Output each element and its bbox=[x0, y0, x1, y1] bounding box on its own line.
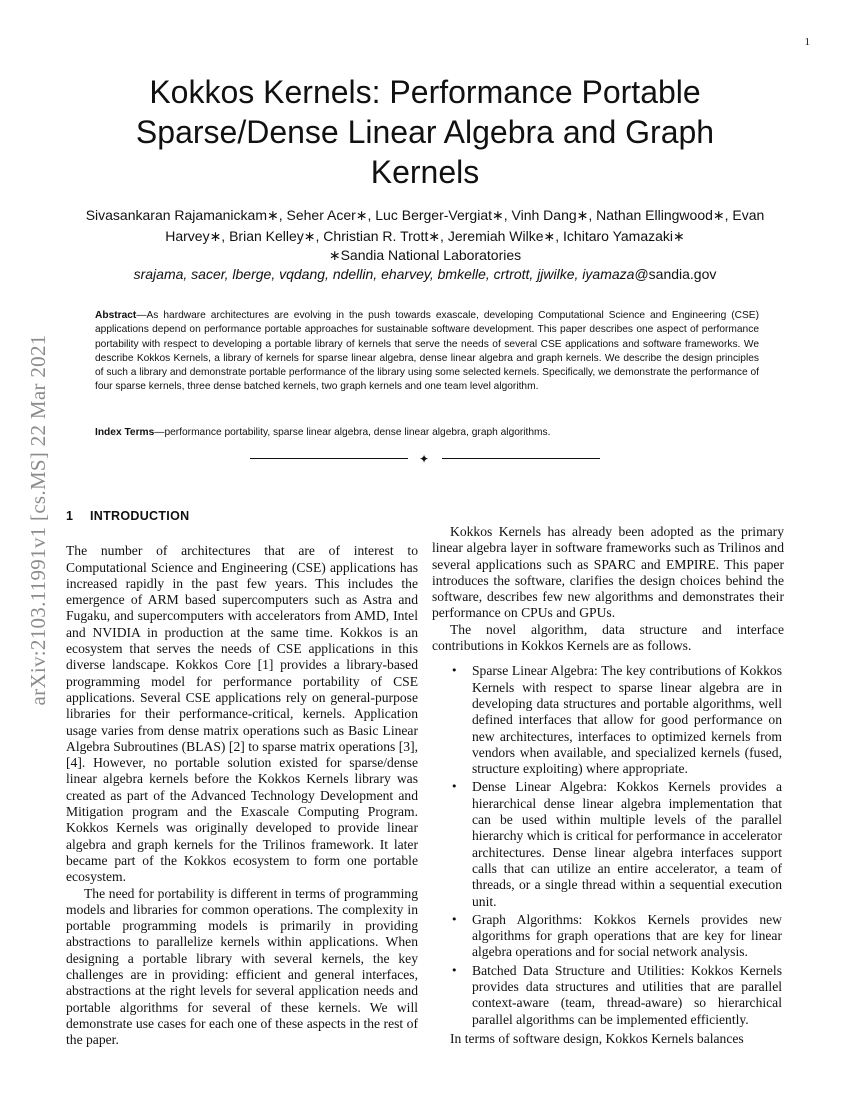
separator-line-right bbox=[442, 458, 600, 459]
list-item-text: Sparse Linear Algebra: The key contributions of Kokkos Kernels with respect to sparse linear algebra are in developing data structures and portable algorithms, well defined interfaces that allow for good performance on new architectures, interfaces to optimized kernels from vendors when available, and specialized kernels (fused, structure exploiting) where appropriate. bbox=[472, 663, 782, 777]
page-number: 1 bbox=[804, 36, 810, 48]
index-terms bbox=[95, 426, 759, 440]
contribution-list bbox=[432, 663, 784, 1028]
separator-line-left bbox=[250, 458, 408, 459]
right-column bbox=[432, 524, 784, 1047]
list-item bbox=[432, 912, 784, 961]
right-paragraph-2: The novel algorithm, data structure and interface contributions in Kokkos Kernels are as follows. bbox=[432, 621, 784, 654]
right-paragraph-final: In terms of software design, Kokkos Kernels balances bbox=[450, 1030, 744, 1046]
author-emails bbox=[60, 266, 790, 282]
list-item-text: Dense Linear Algebra: Kokkos Kernels provides a hierarchical dense linear algebra implementation that can be used within multiple levels of the parallel hierarchy which is critical for performance in accelerator architectures. Dense linear algebra interfaces support calls that can utilize an entire accelerator, a team of threads, or a single thread within a sequential execution unit. bbox=[472, 779, 782, 909]
bullet-icon: • bbox=[451, 912, 458, 926]
abstract-label: Abstract bbox=[95, 310, 137, 321]
email-domain: @sandia.gov bbox=[634, 266, 717, 282]
author-list: Sivasankaran Rajamanickam∗, Seher Acer∗, Luc Berger-Vergiat∗, Vinh Dang∗, Nathan Ellingwood∗, Evan Harvey∗, Brian Kelley∗, Christian R. Trott∗, Jeremiah Wilke∗, Ichitaro Yamazaki∗ bbox=[85, 207, 765, 244]
list-item bbox=[432, 963, 784, 1028]
section-heading bbox=[66, 508, 418, 524]
index-terms-text: —performance portability, sparse linear algebra, dense linear algebra, graph algorithms. bbox=[154, 427, 551, 438]
bullet-icon: • bbox=[451, 664, 458, 678]
list-item-text: Batched Data Structure and Utilities: Kokkos Kernels provides data structures and utilities that are parallel context-aware (team, thread-aware) so hierarchical parallel algorithms can be implemented efficiently. bbox=[472, 962, 782, 1027]
affiliation: ∗Sandia National Laboratories bbox=[328, 247, 522, 263]
section-separator bbox=[250, 452, 600, 466]
arxiv-identifier-text: arXiv:2103.11991v1 [cs.MS] 22 Mar 2021 bbox=[26, 334, 50, 706]
bullet-icon: • bbox=[451, 963, 458, 977]
abstract bbox=[95, 309, 759, 395]
index-terms-label: Index Terms bbox=[95, 427, 155, 438]
list-item-text: Graph Algorithms: Kokkos Kernels provides new algorithms for graph operations that are key for linear algebra operations and for social network analysis. bbox=[472, 911, 782, 960]
left-column bbox=[66, 508, 418, 1049]
list-item bbox=[432, 779, 784, 909]
section-title: INTRODUCTION bbox=[90, 509, 190, 523]
list-item bbox=[432, 663, 784, 777]
intro-paragraph-2: The need for portability is different in terms of programming models and libraries for common operations. The complexity in portable programming models is primarily in providing abstractions to parallelize kernels within applications. When designing a portable library with several kernels, the key challenges are in providing: efficient and general interfaces, abstractions at the right levels for several application needs and portable algorithms for several of these kernels. We will demonstrate use cases for each one of these aspects in the rest of the paper. bbox=[66, 885, 418, 1048]
bullet-icon: • bbox=[451, 780, 458, 794]
section-number: 1 bbox=[66, 509, 74, 523]
separator-diamond-icon: ✦ bbox=[419, 452, 430, 466]
right-paragraph-1: Kokkos Kernels has already been adopted as the primary linear algebra layer in software frameworks such as Trilinos and several applications such as SPARC and EMPIRE. This paper introduces the software, clarifies the design choices behind the software, describes few new algorithms and demonstrates their performance on CPUs and GPUs. bbox=[432, 524, 784, 621]
email-local-parts: srajama, sacer, lberge, vqdang, ndellin, eharvey, bmkelle, crtrott, jjwilke, iyamaza bbox=[133, 266, 635, 282]
paper-title: Kokkos Kernels: Performance Portable Sparse/Dense Linear Algebra and Graph Kernels bbox=[135, 74, 715, 190]
abstract-text: —As hardware architectures are evolving in the push towards exascale, developing Computational Science and Engineering (CSE) applications depend on performance portable approaches for sustainable software development. This paper describes one aspect of performance portability with respect to developing a portable library of kernels that serve the needs of several CSE applications and software frameworks. We describe Kokkos Kernels, a library of kernels for sparse linear algebra, dense linear algebra and graph kernels. We describe the design principles of such a library and demonstrate portable performance of the library using some selected kernels. Specifically, we demonstrate the performance of four sparse kernels, three dense batched kernels, two graph kernels and one team level algorithm. bbox=[95, 310, 759, 393]
intro-paragraph-1: The number of architectures that are of interest to Computational Science and Engineering (CSE) applications has increased rapidly in the past few years. This includes the emergence of ARM based supercomputers such as Astra and Fugaku, and supercomputers with accelerators from AMD, Intel and NVIDIA in production at the same time. Kokkos is an ecosystem that serves the needs of CSE applications in this diverse landscape. Kokkos Core [1] provides a library-based programming model for performance portability of CSE applications. Several CSE applications rely on general-purpose libraries for their performance-critical, kernels. Application usage varies from dense matrix operations such as Basic Linear Algebra Subroutines (BLAS) [2] to sparse matrix operations [3], [4]. However, no portable solution existed for sparse/dense linear algebra kernels before the Kokkos Kernels library was created as part of the Advanced Technology Development and Mitigation program and the Exascale Computing Program. Kokkos Kernels was originally developed to provide linear algebra and graph kernels for the Trilinos framework. It later became part of the Kokkos ecosystem to form one portable ecosystem. bbox=[66, 543, 418, 885]
